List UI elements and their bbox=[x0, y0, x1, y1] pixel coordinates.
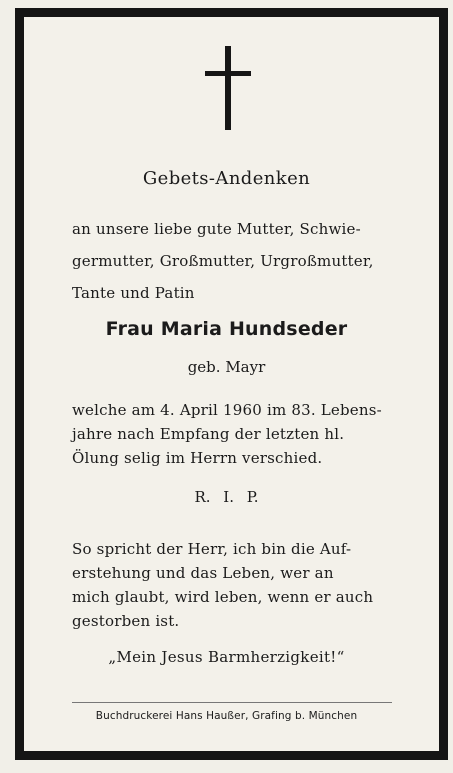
scripture-line: mich glaubt, wird leben, wenn er auch bbox=[72, 588, 374, 606]
scripture-line: So spricht der Herr, ich bin die Auf- bbox=[72, 540, 352, 558]
scripture-line: gestorben ist. bbox=[72, 612, 180, 630]
death-line: jahre nach Empfang der letzten hl. bbox=[72, 425, 345, 443]
intro-line: Tante und Patin bbox=[72, 284, 195, 302]
intro-line: germutter, Großmutter, Urgroßmutter, bbox=[72, 252, 374, 270]
intro-line: an unsere liebe gute Mutter, Schwie- bbox=[72, 220, 361, 238]
closing-quote: „Mein Jesus Barmherzigkeit!“ bbox=[108, 648, 345, 666]
death-line: Ölung selig im Herrn verschied. bbox=[72, 449, 323, 467]
printer-credit: Buchdruckerei Hans Haußer, Grafing b. München bbox=[95, 710, 358, 722]
deceased-name: Frau Maria Hundseder bbox=[105, 318, 348, 340]
maiden-name: geb. Mayr bbox=[187, 358, 266, 376]
scripture-text bbox=[72, 537, 394, 633]
intro-text bbox=[72, 217, 394, 305]
death-line: welche am 4. April 1960 im 83. Lebens- bbox=[72, 401, 382, 419]
rip-text: R. I. P. bbox=[194, 488, 259, 506]
footer-divider bbox=[72, 702, 392, 703]
death-notice-text bbox=[72, 398, 394, 470]
card-title: Gebets-Andenken bbox=[142, 168, 311, 189]
scripture-line: erstehung und das Leben, wer an bbox=[72, 564, 334, 582]
